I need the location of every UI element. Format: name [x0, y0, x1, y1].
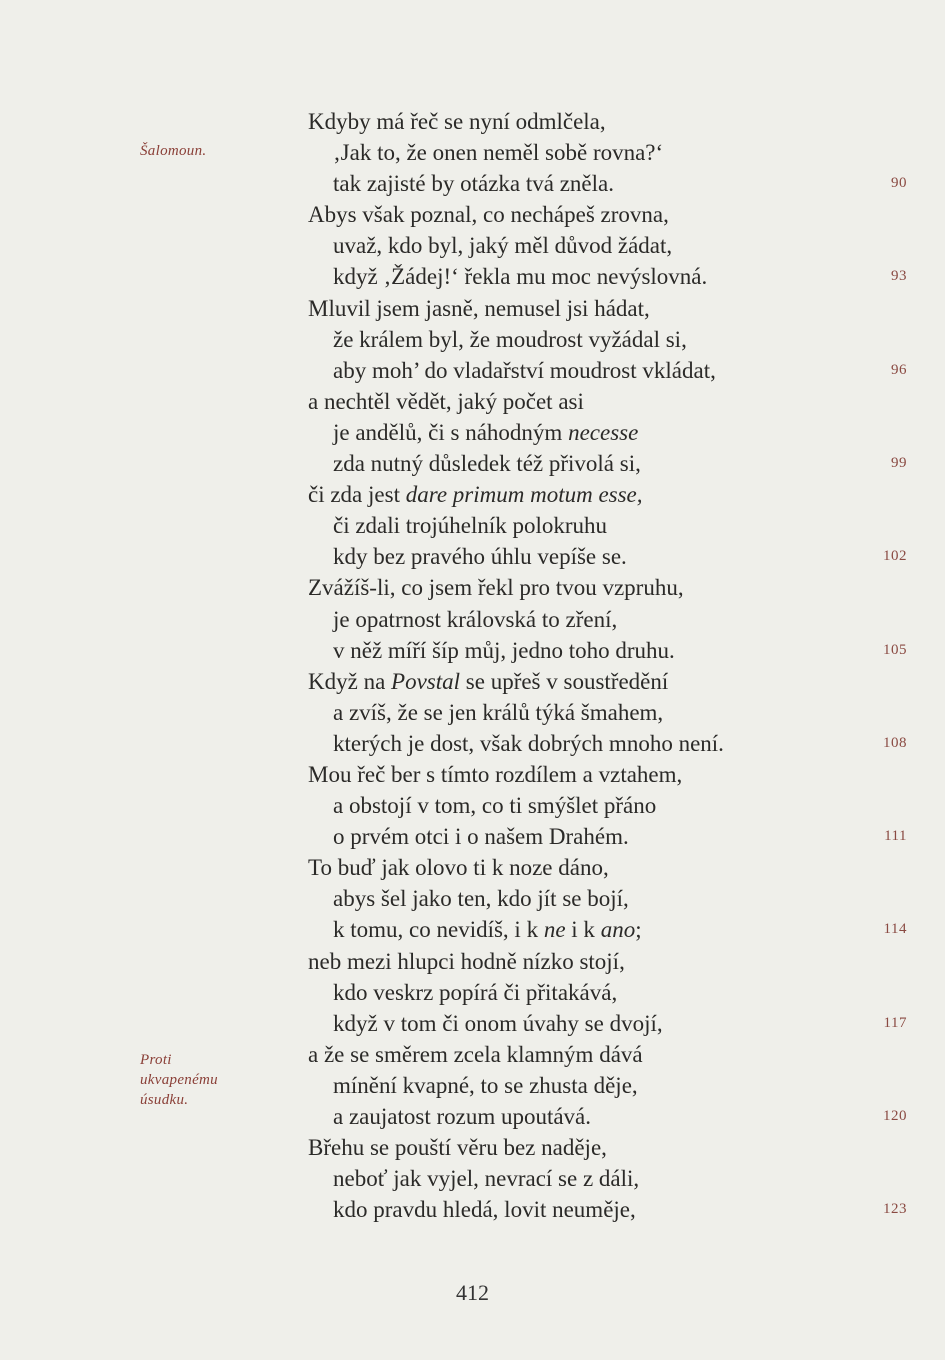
verse-text	[333, 448, 641, 479]
verse-text	[333, 790, 656, 821]
verse-text	[308, 1039, 643, 1070]
verse-text-part: a nechtěl vědět, jaký počet asi	[308, 388, 584, 414]
verse-text	[333, 1070, 638, 1101]
verse-line	[0, 1039, 945, 1070]
verse-line	[0, 572, 945, 603]
verse-italic-text: ne	[543, 917, 566, 943]
margin-note-line: Proti	[140, 1052, 172, 1068]
verse-text	[333, 510, 607, 541]
verse-text	[308, 1132, 607, 1163]
verse-text	[333, 1101, 591, 1132]
verse-text-part: v něž míří šíp můj, jedno toho druhu.	[333, 637, 675, 663]
line-number: 114	[883, 921, 907, 938]
verse-text-part: či zdali trojúhelník polokruhu	[333, 513, 608, 539]
verse-text	[333, 821, 629, 852]
verse-text-part: Mou řeč ber s tímto rozdílem a vztahem,	[308, 761, 683, 787]
line-number: 96	[891, 361, 907, 378]
verse-text-part: a obstojí v tom, co ti smýšlet přáno	[333, 793, 657, 819]
verse-text	[333, 697, 663, 728]
verse-text	[308, 572, 684, 603]
verse-line	[0, 355, 945, 386]
verse-text	[333, 977, 617, 1008]
verse-line	[0, 510, 945, 541]
line-number: 123	[883, 1201, 907, 1218]
verse-line	[0, 199, 945, 230]
verse-line	[0, 324, 945, 355]
verse-line	[0, 852, 945, 883]
verse-text	[308, 759, 682, 790]
verse-text-part: Zvážíš-li, co jsem řekl pro tvou vzpruhu,	[308, 575, 684, 601]
verse-italic-text: ano	[600, 917, 636, 943]
verse-text-part: a zvíš, že se jen králů týká šmahem,	[333, 699, 664, 725]
verse-text	[308, 852, 609, 883]
verse-text	[333, 324, 687, 355]
verse-text-part: neboť jak vyjel, nevrací se z dáli,	[333, 1166, 640, 1192]
verse-text	[308, 479, 643, 510]
verse-line	[0, 230, 945, 261]
verse-text-part: abys šel jako ten, kdo jít se bojí,	[333, 886, 629, 912]
verse-text-part: o prvém otci i o našem Drahém.	[333, 824, 629, 850]
verse-text-part: ‚Jak to, že onen neměl sobě rovna?‘	[333, 140, 664, 166]
verse-text	[333, 635, 675, 666]
verse-line	[0, 1163, 945, 1194]
verse-line	[0, 790, 945, 821]
verse-text-part: či zda jest	[308, 482, 406, 508]
verse-text	[333, 728, 724, 759]
verse-italic-text: necesse	[568, 419, 639, 445]
verse-text	[333, 1008, 663, 1039]
verse-text-part: Břehu se pouští věru bez naděje,	[308, 1135, 607, 1161]
verse-text	[333, 914, 642, 945]
verse-text-part: i k	[565, 917, 601, 943]
verse-text	[333, 355, 716, 386]
verse-text-part: ;	[635, 917, 642, 943]
verse-text	[333, 137, 663, 168]
verse-text-part: a zaujatost rozum upoutává.	[333, 1104, 592, 1129]
verse-block	[0, 106, 945, 1225]
verse-text	[333, 417, 638, 448]
verse-line	[0, 261, 945, 292]
line-number: 117	[883, 1014, 907, 1031]
verse-text	[333, 883, 629, 914]
verse-text-part: zda nutný důsledek též přivolá si,	[333, 451, 641, 477]
verse-line	[0, 168, 945, 199]
verse-line	[0, 1070, 945, 1101]
verse-line	[0, 946, 945, 977]
line-number: 99	[891, 455, 907, 472]
verse-text-part: že králem byl, že moudrost vyžádal si,	[333, 326, 687, 352]
verse-line	[0, 1194, 945, 1225]
margin-note-line: Šalomoun.	[140, 143, 207, 159]
line-number: 93	[891, 268, 907, 285]
verse-text-part: aby moh’ do vladařství moudrost vkládat,	[333, 357, 716, 383]
verse-line	[0, 1132, 945, 1163]
verse-line	[0, 386, 945, 417]
verse-text-part: Mluvil jsem jasně, nemusel jsi hádat,	[308, 295, 650, 321]
verse-text	[308, 293, 650, 324]
verse-text	[333, 1163, 639, 1194]
verse-line	[0, 728, 945, 759]
verse-text	[308, 199, 669, 230]
verse-italic-text: dare primum motum esse,	[405, 482, 643, 508]
verse-line	[0, 479, 945, 510]
verse-text-part: kdo veskrz popírá či přitakává,	[333, 979, 618, 1005]
verse-text-part: se upřeš v soustředění	[460, 668, 669, 694]
verse-text	[333, 1194, 636, 1225]
verse-line	[0, 137, 945, 168]
verse-line	[0, 666, 945, 697]
line-number: 120	[883, 1108, 907, 1124]
verse-text-part: kdo pravdu hledá, lovit neuměje,	[333, 1197, 636, 1223]
verse-text-part: Kdyby má řeč se nyní odmlčela,	[308, 109, 606, 134]
verse-text-part: Abys však poznal, co nechápeš zrovna,	[308, 202, 669, 228]
verse-line	[0, 697, 945, 728]
verse-text-part: když v tom či onom úvahy se dvojí,	[333, 1010, 663, 1036]
verse-line	[0, 417, 945, 448]
verse-line	[0, 1101, 945, 1132]
verse-text-part: tak zajisté by otázka tvá zněla.	[333, 171, 614, 197]
verse-text-part: když ‚Žádej!‘ řekla mu moc nevýslovná.	[333, 264, 708, 290]
verse-line	[0, 635, 945, 666]
line-number: 105	[883, 641, 907, 658]
verse-text-part: mínění kvapné, to se zhusta děje,	[333, 1072, 638, 1098]
verse-text	[308, 666, 668, 697]
verse-line	[0, 1008, 945, 1039]
verse-text	[308, 946, 625, 977]
verse-text-part: neb mezi hlupci hodně nízko stojí,	[308, 948, 625, 974]
verse-text	[333, 168, 614, 199]
verse-text	[333, 230, 672, 261]
verse-text	[308, 106, 606, 137]
verse-line	[0, 821, 945, 852]
verse-text-part: kterých je dost, však dobrých mnoho není.	[333, 730, 724, 756]
verse-text	[333, 261, 707, 292]
verse-italic-text: Povstal	[391, 668, 461, 694]
margin-note-line: ukvapenému	[140, 1072, 218, 1088]
margin-note-line: úsudku.	[140, 1092, 189, 1108]
line-number: 90	[891, 175, 907, 192]
line-number: 102	[883, 548, 907, 565]
verse-line	[0, 914, 945, 945]
verse-text-part: Když na	[308, 668, 392, 694]
verse-line	[0, 883, 945, 914]
line-number: 111	[884, 828, 907, 845]
verse-line	[0, 448, 945, 479]
verse-text	[308, 386, 584, 417]
verse-text-part: je andělů, či s náhodným	[333, 419, 569, 445]
verse-line	[0, 977, 945, 1008]
verse-line	[0, 293, 945, 324]
verse-text	[333, 604, 617, 635]
verse-text-part: uvaž, kdo byl, jaký měl důvod žádat,	[333, 233, 673, 259]
verse-line	[0, 541, 945, 572]
page-number: 412	[456, 1280, 489, 1305]
verse-text-part: k tomu, co nevidíš, i k	[333, 917, 544, 943]
verse-text	[333, 541, 627, 572]
verse-line	[0, 106, 945, 137]
line-number: 108	[883, 734, 907, 751]
verse-line	[0, 604, 945, 635]
verse-text-part: To buď jak olovo ti k noze dáno,	[308, 855, 609, 881]
verse-text-part: je opatrnost královská to zření,	[333, 606, 618, 632]
verse-text-part: kdy bez pravého úhlu vepíše se.	[333, 544, 627, 570]
verse-text-part: a že se směrem zcela klamným dává	[308, 1041, 643, 1067]
verse-line	[0, 759, 945, 790]
